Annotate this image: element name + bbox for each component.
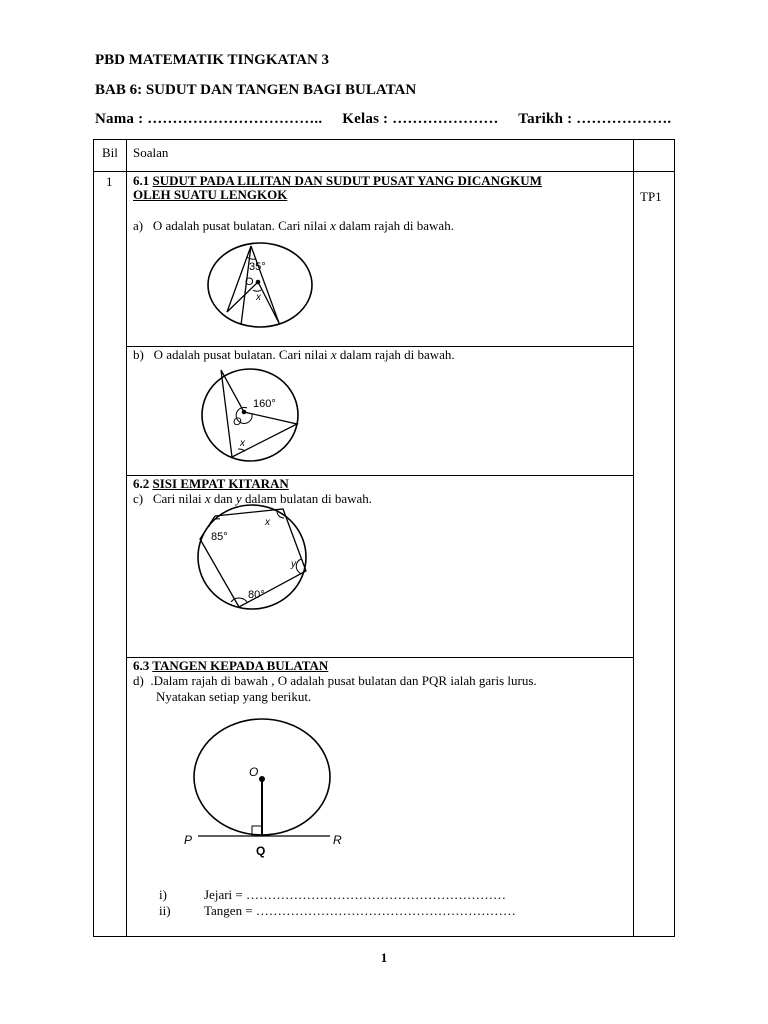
- column-header-bil: Bil: [102, 145, 118, 160]
- student-info-line: [95, 111, 687, 128]
- center-o-label-b: O: [233, 416, 242, 428]
- angle-160-label: 160°: [253, 398, 276, 410]
- question-c: c) Cari nilai x dan y dalam bulatan di bawah.: [133, 491, 373, 506]
- page-number: 1: [380, 950, 388, 965]
- section-6-2-title: 6.2 SISI EMPAT KITARAN: [133, 476, 289, 491]
- diagram-a: [205, 240, 315, 330]
- answer-ii-line: Tangen = ……………………………………………………: [204, 903, 516, 918]
- x-label: x: [256, 292, 261, 303]
- question-d-line2: Nyatakan setiap yang berikut.: [156, 689, 312, 704]
- kelas-field: Kelas : …………………: [342, 111, 499, 127]
- tp-level: TP1: [640, 189, 662, 204]
- o-label-d: O: [249, 765, 259, 779]
- y-label-c: y: [291, 559, 296, 570]
- section-6-3-title: 6.3 TANGEN KEPADA BULATAN: [133, 658, 329, 673]
- r-label: R: [333, 833, 342, 847]
- nama-field: Nama : ……………………………..: [95, 111, 323, 127]
- tarikh-field: Tarikh : ……………….: [518, 111, 672, 127]
- chapter-title: BAB 6: SUDUT DAN TANGEN BAGI BULATAN: [95, 82, 417, 98]
- x-label-c: x: [265, 517, 270, 528]
- section-6-1-title-cont: OLEH SUATU LENGKOK: [133, 187, 288, 202]
- q-label: Q: [256, 844, 266, 858]
- question-d: d) .Dalam rajah di bawah , O adalah pusat bulatan dan PQR ialah garis lurus.: [133, 673, 537, 688]
- x-label-b: x: [240, 438, 245, 449]
- diagram-b: [200, 366, 305, 464]
- angle-85-label: 85°: [211, 531, 228, 543]
- angle-35-label: 35°: [249, 261, 266, 273]
- answer-i-number: i): [159, 887, 167, 902]
- answer-ii-number: ii): [159, 903, 171, 918]
- angle-80-label: 80°: [248, 589, 265, 601]
- center-o-label: O: [245, 276, 254, 288]
- diagram-c: [195, 503, 310, 611]
- question-a: a) O adalah pusat bulatan. Cari nilai x dalam rajah di bawah.: [133, 218, 454, 233]
- question-b: b) O adalah pusat bulatan. Cari nilai x dalam rajah di bawah.: [133, 347, 455, 362]
- row-number: 1: [106, 174, 113, 189]
- section-6-1-title: 6.1 SUDUT PADA LILITAN DAN SUDUT PUSAT YANG DICANGKUM: [133, 173, 542, 188]
- p-label: P: [184, 833, 193, 847]
- worksheet-title: PBD MATEMATIK TINGKATAN 3: [95, 52, 330, 68]
- answer-i-line: Jejari = ……………………………………………………: [204, 887, 506, 902]
- diagram-d: [175, 718, 365, 858]
- column-header-soalan: Soalan: [133, 145, 169, 160]
